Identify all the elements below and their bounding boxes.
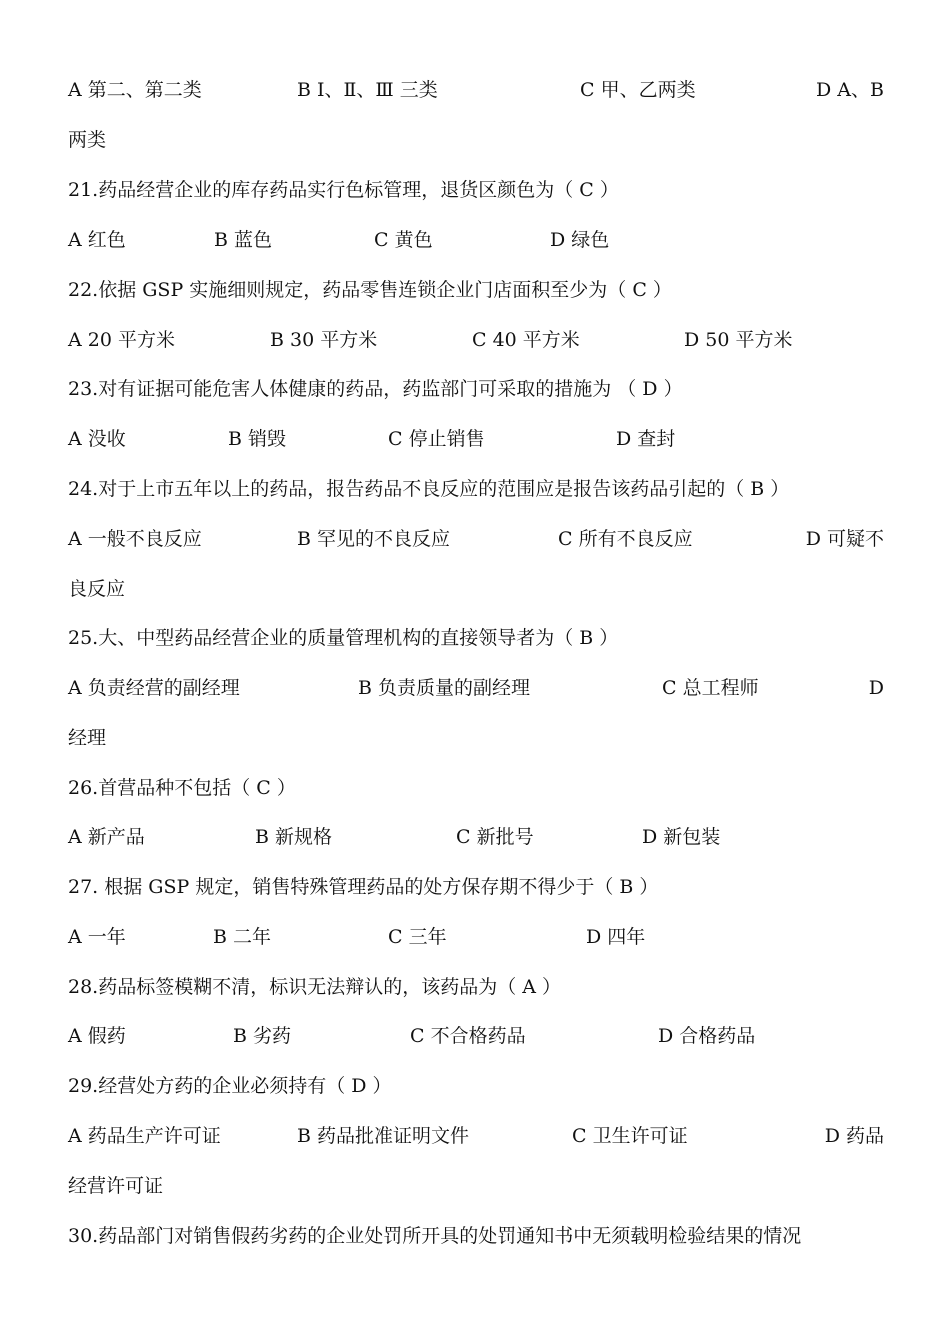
q28-option-a: A 假药 bbox=[68, 1025, 126, 1047]
q25-options bbox=[68, 673, 884, 703]
q21-option-a: A 红色 bbox=[68, 229, 126, 251]
q23-option-c: C 停止销售 bbox=[388, 428, 485, 450]
q29-option-d-wrap: 经营许可证 bbox=[68, 1175, 164, 1197]
q29-option-c: C 卫生许可证 bbox=[572, 1125, 688, 1147]
q28-option-d: D 合格药品 bbox=[658, 1025, 756, 1047]
q24-option-c: C 所有不良反应 bbox=[558, 528, 693, 550]
q23-stem: 23.对有证据可能危害人体健康的药品，药监部门可采取的措施为 （ D ） bbox=[68, 378, 683, 400]
q24-options bbox=[68, 524, 884, 554]
q28-option-c: C 不合格药品 bbox=[410, 1025, 526, 1047]
q26-option-c: C 新批号 bbox=[456, 826, 534, 848]
q28-stem: 28.药品标签模糊不清，标识无法辩认的，该药品为（ A ） bbox=[68, 976, 562, 998]
q29-stem: 29.经营处方药的企业必须持有（ D ） bbox=[68, 1075, 392, 1097]
q24-option-b: B 罕见的不良反应 bbox=[297, 528, 451, 550]
q22-option-b: B 30 平方米 bbox=[270, 329, 378, 351]
q27-option-a: A 一年 bbox=[68, 926, 126, 948]
q27-options bbox=[68, 922, 884, 952]
q23-options bbox=[68, 424, 884, 454]
q29-option-a: A 药品生产许可证 bbox=[68, 1125, 221, 1147]
q29-options bbox=[68, 1121, 884, 1151]
q21-option-d: D 绿色 bbox=[550, 229, 610, 251]
q24-stem: 24.对于上市五年以上的药品，报告药品不良反应的范围应是报告该药品引起的（ B ） bbox=[68, 478, 790, 500]
q20-option-c: C 甲、乙两类 bbox=[580, 79, 696, 101]
q26-options bbox=[68, 822, 884, 852]
q27-option-c: C 三年 bbox=[388, 926, 447, 948]
q25-option-d: D bbox=[868, 677, 884, 699]
q20-option-b: B Ⅰ、Ⅱ、Ⅲ 三类 bbox=[297, 79, 438, 101]
q25-option-c: C 总工程师 bbox=[662, 677, 759, 699]
q20-option-d-wrap: 两类 bbox=[68, 129, 107, 151]
q25-option-b: B 负责质量的副经理 bbox=[358, 677, 531, 699]
q27-option-d: D 四年 bbox=[586, 926, 646, 948]
q23-option-d: D 查封 bbox=[616, 428, 676, 450]
q24-option-d: D 可疑不 bbox=[805, 528, 884, 550]
q20-option-d: D A、B bbox=[816, 79, 884, 101]
q26-option-b: B 新规格 bbox=[255, 826, 333, 848]
q21-option-c: C 黄色 bbox=[374, 229, 433, 251]
q20-options bbox=[68, 75, 884, 105]
q25-option-d-wrap: 经理 bbox=[68, 727, 107, 749]
q22-options bbox=[68, 325, 884, 355]
q26-option-d: D 新包装 bbox=[642, 826, 721, 848]
q22-stem: 22.依据 GSP 实施细则规定，药品零售连锁企业门店面积至少为（ C ） bbox=[68, 279, 672, 301]
q30-stem: 30.药品部门对销售假药劣药的企业处罚所开具的处罚通知书中无须载明检验结果的情况 bbox=[68, 1225, 802, 1247]
q24-option-a: A 一般不良反应 bbox=[68, 528, 202, 550]
q23-option-a: A 没收 bbox=[68, 428, 126, 450]
q25-stem: 25.大、中型药品经营企业的质量管理机构的直接领导者为（ B ） bbox=[68, 627, 619, 649]
q21-stem: 21.药品经营企业的库存药品实行色标管理，退货区颜色为（ C ） bbox=[68, 179, 619, 201]
q28-options bbox=[68, 1021, 884, 1051]
q22-option-d: D 50 平方米 bbox=[684, 329, 793, 351]
q26-stem: 26.首营品种不包括（ C ） bbox=[68, 777, 296, 799]
q26-option-a: A 新产品 bbox=[68, 826, 145, 848]
q29-option-d: D 药品 bbox=[824, 1125, 884, 1147]
q21-option-b: B 蓝色 bbox=[214, 229, 273, 251]
q23-option-b: B 销毁 bbox=[228, 428, 287, 450]
q29-option-b: B 药品批准证明文件 bbox=[297, 1125, 470, 1147]
q24-option-d-wrap: 良反应 bbox=[68, 578, 126, 600]
q27-stem: 27. 根据 GSP 规定，销售特殊管理药品的处方保存期不得少于（ B ） bbox=[68, 876, 659, 898]
q25-option-a: A 负责经营的副经理 bbox=[68, 677, 240, 699]
q22-option-a: A 20 平方米 bbox=[68, 329, 175, 351]
q27-option-b: B 二年 bbox=[213, 926, 272, 948]
q20-option-a: A 第二、第二类 bbox=[68, 79, 202, 101]
q21-options bbox=[68, 225, 884, 255]
q22-option-c: C 40 平方米 bbox=[472, 329, 580, 351]
q28-option-b: B 劣药 bbox=[233, 1025, 292, 1047]
